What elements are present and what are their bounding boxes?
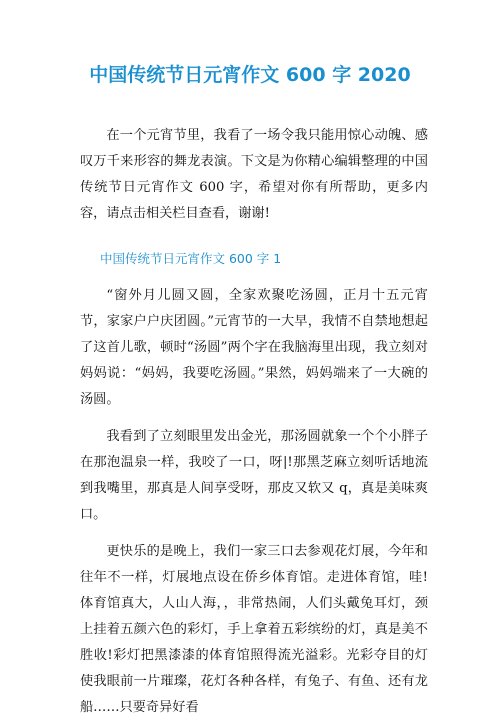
essay-paragraph-3: 更快乐的是晚上，我们一家三口去参观花灯展，今年和往年不一样，灯展地点设在侨乡体育馆。走进体育馆，哇!体育馆真大，人山人海，，非常热闹，人们头戴兔耳灯，颈上挂着五颜六色的彩灯，手上拿着五彩缤纷的灯，真是美不胜收!彩灯把黑漆漆的体育馆照得流光溢彩。光彩夺目的灯使我眼前一片璀璨，花灯各种各样，有兔子、有鱼、还有龙船……只要奇异好看 <box>80 544 428 715</box>
essay-paragraph-2: 我看到了立刻眼里发出金光，那汤圆就象一个个小胖子在那泡温泉一样，我咬了一口，呀|!那黑芝麻立刻听话地流到我嘴里，那真是人间享受呀，那皮又软又 q，真是美味爽口。 <box>80 429 428 522</box>
document-title: 中国传统节日元宵作文 600 字 2020 <box>89 64 411 86</box>
essay-body <box>80 283 428 721</box>
essay-paragraph-1: “窗外月儿圆又圆，全家欢聚吃汤圆，正月十五元宵节，家家户户庆团圆。”元宵节的一大早，我情不自禁地想起了这首儿歌，顿时“汤圆”两个字在我脑海里出现，我立刻对妈妈说：“妈妈，我要吃汤圆。”果然，妈妈端来了一大碗的汤圆。 <box>80 288 428 407</box>
section-heading: 中国传统节日元宵作文 600 字 1 <box>100 251 282 266</box>
intro-paragraph: 在一个元宵节里，我看了一场令我只能用惊心动魄、感叹万千来形容的舞龙表演。下文是为你精心编辑整理的中国传统节日元宵作文 600 字，希望对你有所帮助，更多内容，请点击相关栏目查看，谢谢! <box>80 128 428 221</box>
intro-block <box>80 123 428 227</box>
